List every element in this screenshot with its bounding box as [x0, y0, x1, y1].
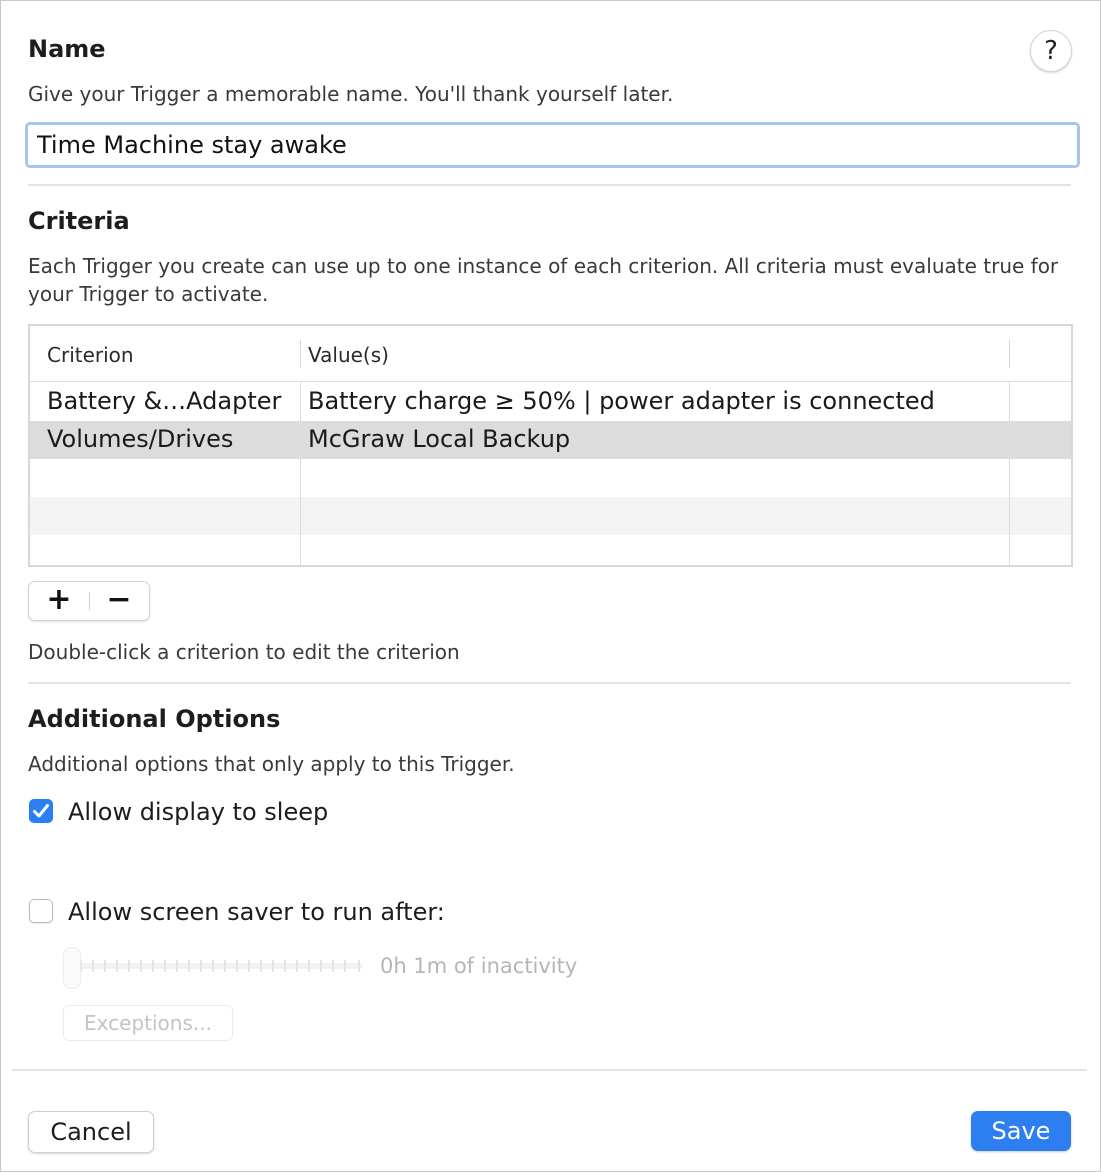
save-button[interactable]: Save: [971, 1111, 1071, 1151]
section-divider: [28, 682, 1071, 684]
add-criterion-button[interactable]: +: [46, 582, 72, 617]
column-header-values[interactable]: Value(s): [308, 343, 389, 367]
trigger-name-input[interactable]: [25, 122, 1080, 168]
additional-options-description: Additional options that only apply to this Trigger.: [28, 752, 515, 776]
criteria-description: Each Trigger you create can use up to one instance of each criterion. All criteria must evaluate true for your Trigger to activate.: [28, 254, 1059, 306]
name-heading: Name: [28, 35, 106, 63]
column-divider: [1009, 340, 1010, 368]
additional-options-heading: Additional Options: [28, 705, 281, 733]
inactivity-slider-track[interactable]: [79, 959, 363, 973]
criteria-table-header: [30, 326, 1071, 382]
section-divider: [28, 184, 1071, 186]
criteria-heading: Criteria: [28, 207, 130, 235]
inactivity-value: 0h 1m of inactivity: [380, 954, 578, 978]
cancel-button[interactable]: Cancel: [28, 1111, 154, 1153]
table-row-empty[interactable]: [30, 535, 1071, 567]
help-button[interactable]: ?: [1030, 30, 1072, 72]
column-gridline: [1009, 381, 1010, 565]
criterion-cell: Battery &…Adapter: [47, 387, 282, 415]
add-remove-control: [28, 581, 150, 621]
criteria-table[interactable]: [28, 324, 1073, 567]
value-cell: Battery charge ≥ 50% | power adapter is connected: [308, 387, 935, 415]
remove-criterion-button[interactable]: −: [106, 582, 132, 617]
value-cell: McGraw Local Backup: [308, 425, 571, 453]
column-divider: [300, 340, 301, 368]
table-row[interactable]: [30, 383, 1071, 421]
criterion-cell: Volumes/Drives: [47, 425, 234, 453]
allow-screensaver-checkbox[interactable]: [29, 899, 53, 923]
exceptions-button[interactable]: Exceptions...: [63, 1005, 233, 1041]
allow-display-sleep-label[interactable]: Allow display to sleep: [68, 798, 329, 826]
name-description: Give your Trigger a memorable name. You'll thank yourself later.: [28, 82, 674, 106]
footer-divider: [12, 1069, 1087, 1071]
checkmark-icon: [29, 799, 53, 823]
criteria-hint: Double-click a criterion to edit the criterion: [28, 640, 460, 664]
allow-screensaver-label[interactable]: Allow screen saver to run after:: [68, 898, 445, 926]
allow-display-sleep-checkbox[interactable]: [29, 799, 53, 823]
inactivity-slider-knob[interactable]: [63, 947, 81, 989]
column-header-criterion[interactable]: Criterion: [47, 343, 134, 367]
table-row-selected[interactable]: [30, 421, 1071, 459]
column-gridline: [300, 381, 301, 565]
table-row-empty[interactable]: [30, 497, 1071, 535]
table-row-empty[interactable]: [30, 459, 1071, 497]
